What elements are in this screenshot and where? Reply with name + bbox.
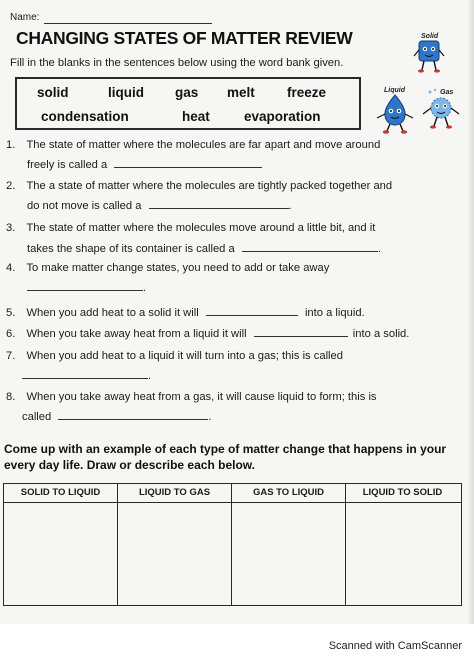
word-bank-term: liquid (108, 85, 144, 100)
column-header-liquid-to-solid: LIQUID TO SOLID (362, 487, 443, 498)
word-bank-box (15, 77, 361, 130)
page-edge-shadow (468, 0, 474, 624)
question-text: To make matter change states, you need to add or take away (26, 262, 330, 274)
answer-blank-3[interactable] (242, 241, 378, 252)
answer-blank-7[interactable] (22, 368, 148, 379)
word-bank-term: heat (182, 109, 210, 124)
question-number: 3. (6, 222, 16, 234)
word-bank-term: melt (227, 85, 255, 100)
solid-mascot-label: Solid (421, 33, 439, 40)
word-bank-term: condensation (41, 109, 129, 124)
question-1 (6, 138, 380, 152)
word-bank-term: evaporation (244, 109, 321, 124)
question-text: called (22, 411, 52, 423)
question-text: The state of matter where the molecules move around a little bit, and it (26, 222, 376, 234)
column-header-liquid-to-gas: LIQUID TO GAS (138, 487, 211, 498)
section-heading: Come up with an example of each type of matter change that happens in your every day life. Draw or describe each below. (4, 442, 447, 472)
question-8-cont: called . (22, 411, 212, 423)
question-number: 2. (6, 180, 16, 192)
question-4 (6, 261, 329, 275)
gas-mascot-label: Gas (440, 89, 454, 96)
answer-cell-gas-to-liquid[interactable] (234, 504, 344, 602)
answer-cell-solid-to-liquid[interactable] (6, 504, 116, 602)
question-4-cont: . (27, 280, 146, 295)
scanner-watermark-text: Scanned with CamScanner (328, 640, 462, 652)
answer-blank-1[interactable] (114, 157, 262, 168)
question-6 (6, 326, 409, 341)
liquid-mascot-icon (372, 84, 418, 136)
instructions-text: Fill in the blanks in the sentences below using the word bank given. (10, 57, 344, 69)
question-5 (6, 305, 365, 320)
question-7-cont: . (22, 368, 151, 383)
answer-blank-8[interactable] (58, 409, 208, 420)
liquid-mascot-label: Liquid (384, 87, 405, 94)
answer-blank-2[interactable] (149, 198, 289, 209)
column-divider (231, 484, 232, 605)
question-text: When you add heat to a liquid it will turn into a gas; this is called (26, 350, 343, 362)
question-1-cont (27, 157, 262, 172)
question-2 (6, 179, 392, 193)
word-bank-term: gas (175, 85, 199, 100)
gas-mascot-icon (420, 86, 466, 134)
answer-blank-5[interactable] (206, 305, 298, 316)
column-divider (345, 484, 346, 605)
answer-cell-liquid-to-solid[interactable] (348, 504, 458, 602)
question-text: do not move is called a (27, 200, 142, 212)
question-7 (6, 349, 343, 363)
solid-mascot-icon (412, 30, 446, 78)
name-label: Name: (10, 12, 40, 23)
question-3-cont: takes the shape of its container is called a . (27, 243, 381, 255)
name-blank[interactable] (44, 23, 212, 24)
column-header-gas-to-liquid: GAS TO LIQUID (252, 487, 325, 498)
answer-blank-4[interactable] (27, 280, 143, 291)
question-text: freely is called a (27, 159, 108, 171)
column-divider (117, 484, 118, 605)
question-text: When you add heat to a solid it will (26, 307, 199, 319)
question-number: 7. (6, 350, 16, 362)
question-number: 1. (6, 139, 16, 151)
question-text: The state of matter where the molecules are far apart and move around (26, 139, 381, 151)
column-header-solid-to-liquid: SOLID TO LIQUID (20, 487, 101, 498)
question-text: takes the shape of its container is called a (27, 243, 235, 255)
question-text: into a liquid. (304, 307, 365, 319)
word-bank-term: freeze (287, 85, 327, 100)
word-bank-term: solid (37, 85, 69, 100)
question-number: 6. (6, 328, 16, 340)
question-text: The a state of matter where the molecules are tightly packed together and (26, 180, 393, 192)
question-2-cont: do not move is called a . (27, 200, 292, 212)
page-title: CHANGING STATES OF MATTER REVIEW (16, 28, 353, 48)
question-text: When you take away heat from a liquid it will (26, 328, 247, 340)
examples-table (3, 483, 462, 606)
question-number: 4. (6, 262, 16, 274)
question-3 (6, 221, 375, 235)
question-number: 5. (6, 307, 16, 319)
answer-blank-6[interactable] (254, 326, 348, 337)
question-text: into a solid. (352, 328, 410, 340)
question-text: When you take away heat from a gas, it will cause liquid to form; this is (26, 391, 377, 403)
answer-cell-liquid-to-gas[interactable] (120, 504, 230, 602)
question-8 (6, 390, 377, 404)
question-number: 8. (6, 391, 16, 403)
